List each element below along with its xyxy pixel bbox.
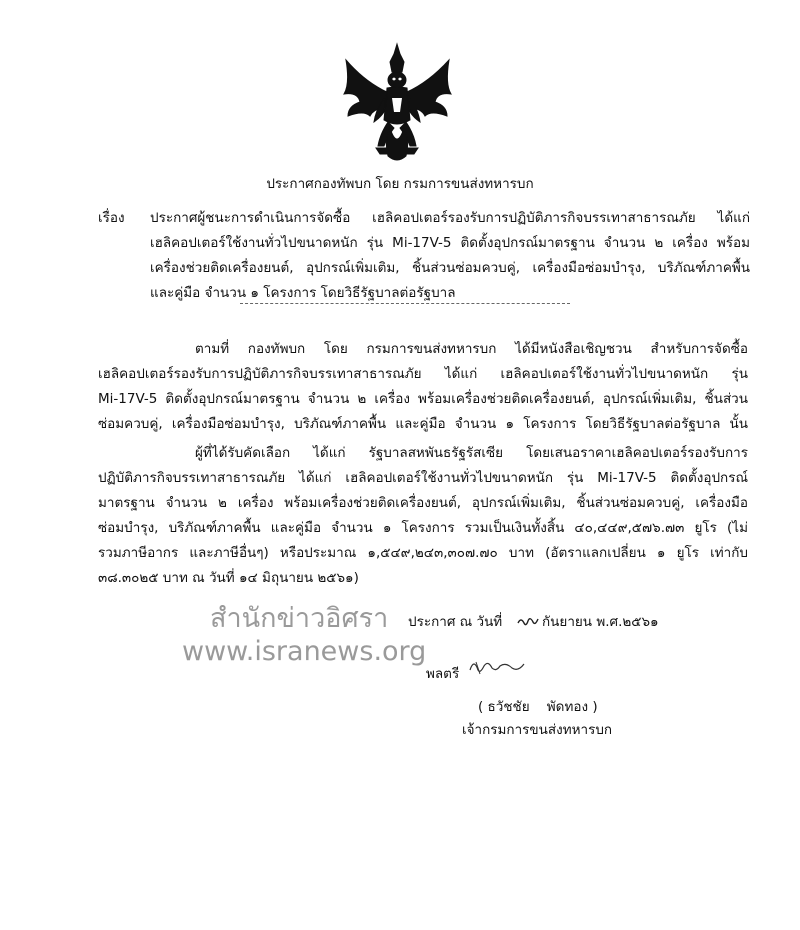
issuer-heading: ประกาศกองทัพบก โดย กรมการขนส่งทหารบก [266,176,534,192]
subject-label: เรื่อง [98,210,125,226]
paragraph-2-line: ๓๘.๓๐๒๕ บาท ณ วันที่ ๑๔ มิถุนายน ๒๕๖๑) [98,570,359,586]
subject-line: เครื่องช่วยติดเครื่องยนต์, อุปกรณ์เพิ่มเติม, ชิ้นส่วนซ่อมควบคู่, เครื่องมือซ่อมบำรุง, บริภัณฑ์ภาคพื้น [150,260,750,276]
watermark-name: สำนักข่าวอิศรา [210,603,389,634]
announcement-date-prefix: ประกาศ ณ วันที่ [408,614,503,630]
handwritten-day-mark [516,613,540,629]
announcement-month-year: กันยายน พ.ศ.๒๕๖๑ [542,614,659,630]
paragraph-2-line: ปฏิบัติภารกิจบรรเทาสาธารณภัย ได้แก่ เฮลิคอปเตอร์ใช้งานทั่วไปขนาดหนัก รุ่น Mi-17V-5 ติดตั้งอุปกรณ์ [98,470,748,486]
garuda-emblem [340,42,455,167]
subject-line: และคู่มือ จำนวน ๑ โครงการ โดยวิธีรัฐบาลต่อรัฐบาล [150,285,456,301]
signer-name: ( ธวัชชัย พัดทอง ) [478,699,598,715]
paragraph-1-line: Mi-17V-5 ติดตั้งอุปกรณ์มาตรฐาน จำนวน ๒ เครื่อง พร้อมเครื่องช่วยติดเครื่องยนต์, อุปกรณ์เพิ่มเติม, ชิ้นส่วน [98,391,748,407]
paragraph-1-line: ตามที่ กองทัพบก โดย กรมการขนส่งทหารบก ได้มีหนังสือเชิญชวน สำหรับการจัดซื้อ [195,341,748,357]
paragraph-1-line: เฮลิคอปเตอร์รองรับการปฏิบัติภารกิจบรรเทาสาธารณภัย ได้แก่ เฮลิคอปเตอร์ใช้งานทั่วไปขนาดหนัก รุ่น [98,366,748,382]
paragraph-2-line: มาตรฐาน จำนวน ๒ เครื่อง พร้อมเครื่องช่วยติดเครื่องยนต์, อุปกรณ์เพิ่มเติม, ชิ้นส่วนซ่อมควบคู่, เครื่องมือ [98,495,748,511]
subject-line: ประกาศผู้ชนะการดำเนินการจัดซื้อ เฮลิคอปเตอร์รองรับการปฏิบัติภารกิจบรรเทาสาธารณภัย ได้แก่ [150,210,750,226]
signer-rank: พลตรี [426,666,460,682]
paragraph-2-line: รวมภาษีอากร และภาษีอื่นๆ) หรือประมาณ ๑,๕๔๙,๒๔๓,๓๐๗.๗๐ บาท (อัตราแลกเปลี่ยน ๑ ยูโร เท่ากับ [98,545,748,561]
paragraph-2-line: ผู้ที่ได้รับคัดเลือก ได้แก่ รัฐบาลสหพันธรัฐรัสเซีย โดยเสนอราคาเฮลิคอปเตอร์รองรับการ [195,445,748,461]
dashed-divider [240,303,570,304]
watermark-url: www.isranews.org [182,636,427,667]
handwritten-signature [466,654,526,678]
paragraph-1-line: ซ่อมควบคู่, เครื่องมือซ่อมบำรุง, บริภัณฑ์ภาคพื้น และคู่มือ จำนวน ๑ โครงการ โดยวิธีรัฐบาลต่อรัฐบาล นั้น [98,416,748,432]
paragraph-2-line: ซ่อมบำรุง, บริภัณฑ์ภาคพื้น และคู่มือ จำนวน ๑ โครงการ รวมเป็นเงินทั้งสิ้น ๔๐,๔๔๙,๕๗๖.๗๓ ยูโร (ไม่ [98,520,748,536]
signer-title: เจ้ากรมการขนส่งทหารบก [462,722,613,738]
subject-line: เฮลิคอปเตอร์ใช้งานทั่วไปขนาดหนัก รุ่น Mi-17V-5 ติดตั้งอุปกรณ์มาตรฐาน จำนวน ๒ เครื่อง พร้อม [150,235,750,251]
